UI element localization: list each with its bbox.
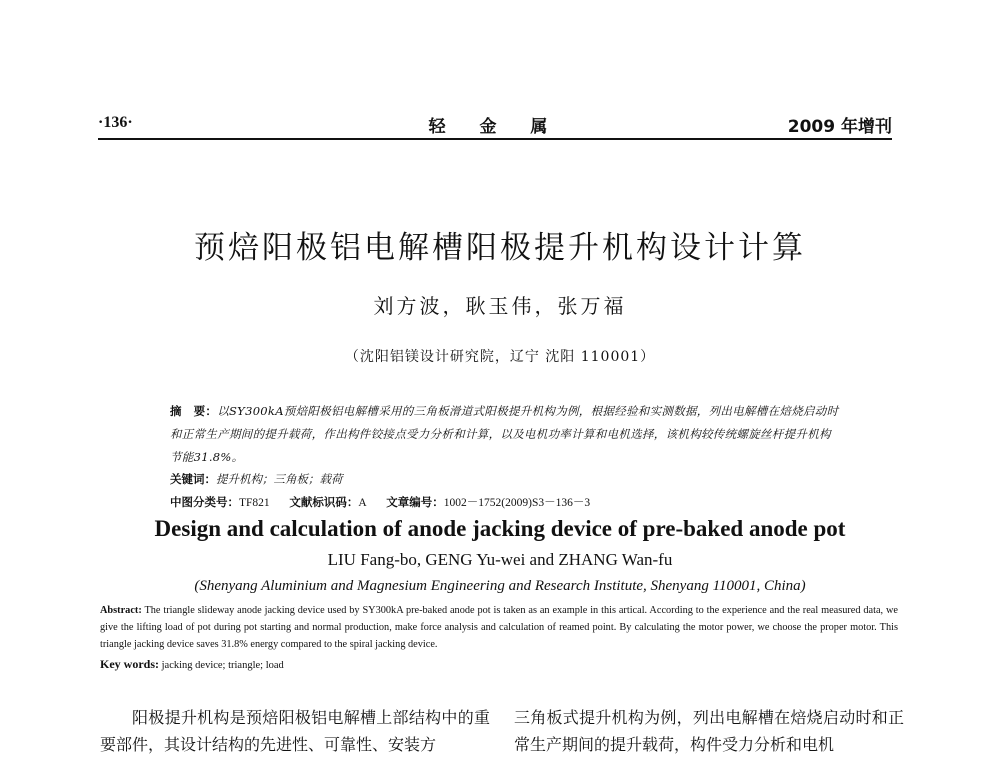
affiliation-chinese: （沈阳铝镁设计研究院，辽宁 沈阳 110001） [344,349,656,365]
clc-value: TF821 [239,497,270,509]
doc-code-value: A [358,497,367,509]
abstract-chinese [170,400,840,469]
title-chinese: 预焙阳极铝电解槽阳极提升机构设计计算 [194,230,806,266]
article-number-label: 文章编号： [386,495,444,509]
abstract-chinese-text: 以SY300kA预焙阳极铝电解槽采用的三角板滑道式阳极提升机构为例，根据经验和实测数据，列出电解槽在焙烧启动时和正常生产期间的提升载荷，作出构件铰接点受力分析和计算，以及电机功率计算和电机选择，该机构较传统螺旋丝杆提升机构节能31.8%。 [170,404,839,464]
issue-label: 2009 年增刊 [787,117,892,137]
abstract-english [100,602,898,653]
keywords-chinese-label: 关键词： [170,472,216,486]
running-header [98,112,892,140]
keywords-chinese [170,470,840,488]
keywords-english [100,656,898,674]
authors-chinese: 刘方波，耿玉伟，张万福 [373,294,627,318]
body-column-left: 阳极提升机构是预焙阳极铝电解槽上部结构中的重要部件，其设计结构的先进性、可靠性、安装方 [100,708,490,754]
abstract-english-label: Abstract: [100,605,142,616]
keywords-english-label: Key words: [100,657,159,671]
title-english: Design and calculation of anode jacking device of pre-baked anode pot [154,516,846,541]
journal-name: 轻 金 属 [428,117,562,137]
abstract-english-text: The triangle slideway anode jacking device used by SY300kA pre-baked anode pot is taken as an example in this artical. According to the experience and the real measured data, we give the lifting load of pot during pot starting and normal production, make force analysis and calculation of reamed point. By calculating the motor power, we choose the proper motor. This triangle jacking device saves 31.8% energy compared to the spiral jacking device. [100,605,899,650]
classification-line [170,493,870,512]
authors-english: LIU Fang-bo, GENG Yu-wei and ZHANG Wan-fu [327,550,673,569]
keywords-english-text: jacking device; triangle; load [161,660,284,671]
abstract-chinese-label: 摘 要： [170,404,218,418]
keywords-chinese-text: 提升机构；三角板；载荷 [216,472,343,486]
affiliation-english: (Shenyang Aluminium and Magnesium Engineering and Research Institute, Shenyang 110001, China) [194,578,806,594]
page-number: ·136· [98,114,133,131]
clc-label: 中图分类号： [170,495,239,509]
article-number-value: 1002－1752(2009)S3－136－3 [443,497,591,509]
body-column-right: 三角板式提升机构为例，列出电解槽在焙烧启动时和正常生产期间的提升载荷，构件受力分析和电机 [514,708,904,754]
doc-code-label: 文献标识码： [289,495,359,509]
